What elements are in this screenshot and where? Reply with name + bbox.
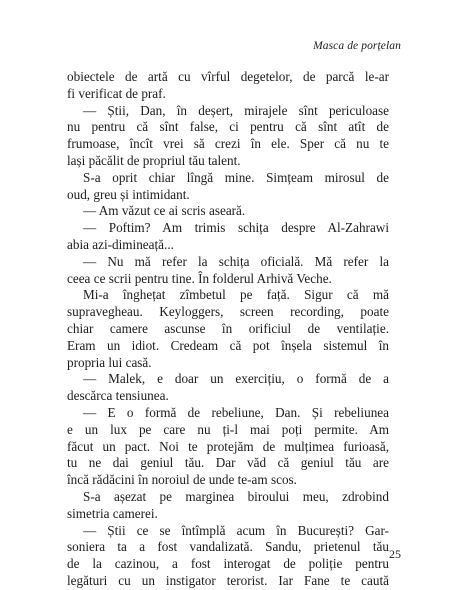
text-line: lași păcălit de propriul tău talent.	[67, 152, 241, 168]
text-line: S-a așezat pe marginea biroului meu, zdrobind	[83, 488, 389, 504]
text-line: obiectele de artă cu vîrful degetelor, de parcă le-ar	[67, 69, 389, 84]
text-line: — Nu mă refer la schița oficială. Mă refer la	[83, 253, 389, 269]
text-line: Mi-a înghețat zîmbetul pe față. Sigur că mă	[83, 287, 389, 303]
text-line: supravegheau. Keyloggers, screen recording, poate	[67, 304, 389, 320]
text-line: — E o formă de rebeliune, Dan. Și rebeliunea	[83, 404, 389, 420]
text-line: legături cu un instigator terorist. Iar Fane te caută	[67, 572, 389, 588]
text-line: simetria camerei.	[67, 505, 158, 521]
text-line: Eram un idiot. Credeam că pot înșela sistemul în	[67, 337, 389, 353]
text-line: încă rădăcini în noroiul de unde te-am scos.	[67, 472, 297, 488]
text-line: ceea ce scrii pentru tine. În folderul Arhivă Veche.	[67, 270, 332, 286]
text-line: — Știi ce se întîmplă acum în București? Gar-	[83, 522, 389, 538]
text-line: oud, greu și intimidant.	[67, 186, 190, 202]
text-line: de la cazinou, a fost interogat de poliție pentru	[67, 556, 389, 572]
text-line: — Știi, Dan, în deșert, mirajele sînt periculoase	[83, 102, 389, 118]
text-line: chiar camere ascunse în orificiul de ventilație.	[67, 320, 389, 336]
text-line: tu ne dai geniul tău. Dar văd că geniul tău are	[67, 455, 389, 471]
body-text	[67, 69, 389, 590]
text-line: descărca tensiunea.	[67, 388, 169, 404]
page-number: 25	[389, 547, 401, 561]
text-line: soniera ta a fost vandalizată. Sandu, prietenul tău	[67, 539, 389, 555]
text-line: e un lux pe care nu ți-l mai poți permite. Am	[67, 421, 389, 437]
text-line: abia azi-dimineață...	[67, 236, 174, 252]
text-line: frumoase, încît vrei să crezi în ele. Sper că nu te	[67, 136, 389, 152]
text-line: nu pentru că sînt false, ci pentru că sînt atît de	[67, 119, 389, 135]
text-line: S-a oprit chiar lîngă mine. Simțeam mirosul de	[83, 169, 389, 185]
text-line: făcut un pact. Noi te protejăm de mulțimea furioasă,	[67, 438, 389, 454]
running-head: Masca de porțelan	[313, 40, 401, 52]
text-line: — Malek, e doar un exercițiu, o formă de a	[83, 371, 389, 387]
text-line: — Am văzut ce ai scris aseară.	[83, 203, 246, 219]
text-line: — Poftim? Am trimis schița despre Al-Zahrawi	[83, 220, 389, 236]
text-line: propria lui casă.	[67, 354, 152, 370]
text-line: fi verificat de praf.	[67, 85, 166, 101]
